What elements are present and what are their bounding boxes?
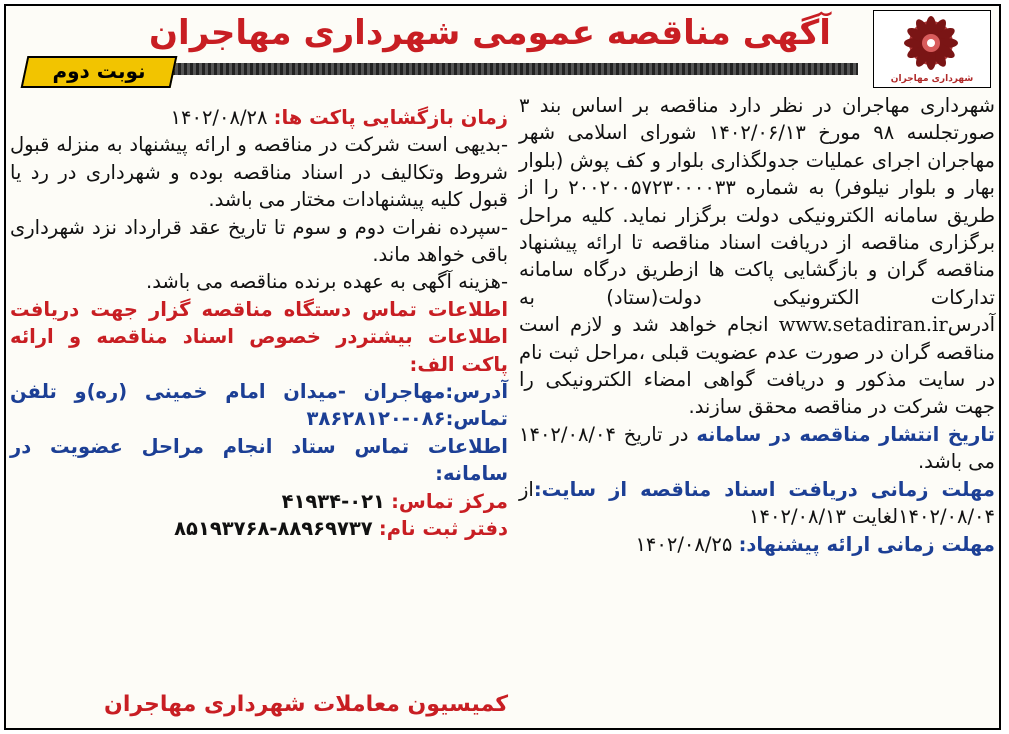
address-line [10, 378, 508, 433]
note-1: -بدیهی است شرکت در مناقصه و ارائه پیشنهاد به منزله قبول شروط وتکالیف در اسناد مناقصه بوده و شهرداری در رد یا قبول کلیه پیشنهادات مختار می باشد. [10, 133, 508, 212]
municipality-logo [873, 10, 991, 88]
intro-paragraph [519, 92, 995, 421]
center-phone: ۰۲۱-۴۱۹۳۴ [281, 489, 385, 513]
opening-label: زمان بازگشایی پاکت ها: [273, 106, 508, 129]
opening-line [10, 104, 508, 131]
offer-label: مهلت زمانی ارائه پیشنهاد: [738, 532, 995, 556]
intro-continuation: انجام خواهد شد و لازم است مناقصه گران در صورت عدم عضویت قبلی ،مراحل ثبت نام در سایت مذکور و دریافت گواهی امضاء الکترونیکی را جهت شرکت در مناقصه محقق سازند. [519, 313, 995, 419]
office-phone: ۸۸۹۶۹۷۳۷-۸۵۱۹۳۷۶۸ [174, 517, 373, 541]
setad-url[interactable]: www.setadiran.ir [778, 313, 948, 337]
address-label: آدرس: [445, 380, 508, 404]
opening-date: ۱۴۰۲/۰۸/۲۸ [170, 106, 268, 129]
left-column [10, 104, 508, 543]
setad-heading: اطلاعات تماس ستاد انجام مراحل عضویت در سامانه: [10, 434, 508, 486]
address-phone: ۰۸۶-۳۸۶۲۸۱۲۰ [306, 407, 446, 431]
address-text: مهاجران -میدان امام خمینی (ره)و تلفن تماس: [10, 380, 508, 431]
docs-deadline-line [519, 476, 995, 531]
publish-text: در تاریخ ۱۴۰۲/۰۸/۰۴ می باشد. [519, 422, 995, 474]
note-2: -سپرده نفرات دوم و سوم تا تاریخ عقد قرارداد نزد شهرداری باقی خواهد ماند. [10, 215, 508, 267]
docs-text: از ۱۴۰۲/۰۸/۰۴لغایت ۱۴۰۲/۰۸/۱۳ [519, 477, 995, 529]
center-label: مرکز تماس: [391, 489, 508, 513]
signature: کمیسیون معاملات شهرداری مهاجران [104, 692, 508, 717]
note-3: -هزینه آگهی به عهده برنده مناقصه می باشد. [146, 270, 508, 294]
contact-heading: اطلاعات تماس دستگاه مناقصه گزار جهت دریافت اطلاعات بیشتردر خصوص اسناد مناقصه و ارائه پاکت الف: [10, 297, 508, 376]
right-column [519, 92, 995, 558]
docs-label: مهلت زمانی دریافت اسناد مناقصه از سایت: [533, 477, 995, 501]
intro-text: شهرداری مهاجران در نظر دارد مناقصه بر اساس بند ۳ صورتجلسه ۹۸ مورخ ۱۴۰۲/۰۶/۱۳ شورای اسلامی شهر مهاجران اجرای عملیات جدولگذاری بلوار و کف پوش (بلوار بهار و بلوار نیلوفر) به شماره ۲۰۰۲۰۰۵۷۲۳۰۰۰۰۳۳ را از طریق سامانه الکترونیکی دولت برگزار نماید. کلیه مراحل برگزاری مناقصه از دریافت اسناد مناقصه تا ارائه پیشنهاد مناقصه گران و بازگشایی پاکت ها ازطریق درگاه سامانه تدارکات الکترونیکی دولت(ستاد) به آدرس [519, 94, 996, 337]
round-badge: نوبت دوم [52, 59, 146, 83]
center-line [10, 488, 508, 515]
offer-deadline-line [519, 531, 995, 558]
logo-caption: شهرداری مهاجران [890, 74, 974, 84]
notice-title: آگهی مناقصه عمومی شهرداری مهاجران [149, 13, 831, 53]
offer-date: ۱۴۰۲/۰۸/۲۵ [635, 532, 733, 556]
office-label: دفتر ثبت نام: [378, 517, 508, 541]
publish-date-line [519, 421, 995, 476]
publish-label: تاریخ انتشار مناقصه در سامانه [696, 422, 995, 446]
office-line [10, 515, 508, 542]
